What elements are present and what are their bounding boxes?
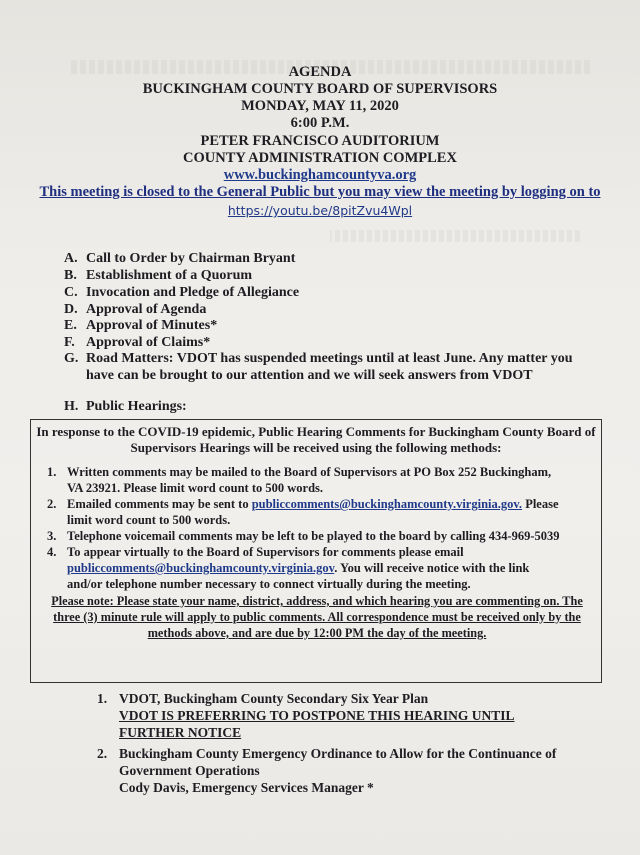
board-name: BUCKINGHAM COUNTY BOARD OF SUPERVISORS <box>142 81 498 97</box>
agenda-item: C. Invocation and Pledge of Allegiance <box>64 285 300 300</box>
agenda-item: E. Approval of Minutes* <box>64 318 218 333</box>
comment-method-virtual: 4. To appear virtually to the Board of Supervisors for comments please email publiccomments@buckinghamcounty.virginia.gov. You will receive notice with the link and/or telephone number necessary to connect virtually during the meeting. <box>47 545 530 591</box>
agenda-item: B. Establishment of a Quorum <box>64 268 253 283</box>
comment-method-voicemail: 3. Telephone voicemail comments may be left to be played to the board by calling 434-969-5039 <box>47 529 560 543</box>
agenda-item: A. Call to Order by Chairman Bryant <box>64 251 296 266</box>
agenda-title: AGENDA <box>288 64 352 80</box>
county-website-link[interactable]: www.buckinghamcountyva.org <box>223 167 417 183</box>
hearing-item-vdot: 1. VDOT, Buckingham County Secondary Six Year Plan VDOT IS PREFERRING TO POSTPONE THIS HEARING UNTIL FURTHER NOTICE <box>97 691 515 740</box>
virtual-email-link[interactable]: publiccomments@buckinghamcounty.virginia.gov <box>67 561 335 575</box>
stream-link[interactable]: https://youtu.be/8pitZvu4Wpl <box>227 203 413 218</box>
comment-method-mail: 1. Written comments may be mailed to the Board of Supervisors at PO Box 252 Buckingham, VA 23921. Please limit word count to 500 words. <box>47 465 552 495</box>
agenda-item: D. Approval of Agenda <box>64 302 207 317</box>
meeting-time: 6:00 P.M. <box>290 115 350 131</box>
please-note: Please note: Please state your name, district, address, and which hearing you are commenting on. The three (3) minute rule will apply to public comments. All correspondence must be received only by the methods above, and are due by 12:00 PM the day of the meeting. <box>51 594 583 640</box>
hearing-item-emergency-ordinance: 2. Buckingham County Emergency Ordinance to Allow for the Continuance of Government Operations Cody Davis, Emergency Services Manager * <box>97 746 557 795</box>
public-hearings-heading: H. Public Hearings: <box>64 399 187 414</box>
comment-email-link[interactable]: publiccomments@buckinghamcounty.virginia.gov. <box>251 497 523 511</box>
postpone-notice: VDOT IS PREFERRING TO POSTPONE THIS HEARING UNTIL <box>119 708 515 723</box>
meeting-complex: COUNTY ADMINISTRATION COMPLEX <box>183 150 457 166</box>
agenda-item-road-matters: G. Road Matters: VDOT has suspended meetings until at least June. Any matter you <box>64 351 573 366</box>
public-comment-notice-box <box>30 419 602 683</box>
agenda-item: F. Approval of Claims* <box>64 335 211 350</box>
closed-meeting-notice: This meeting is closed to the General Public but you may view the meeting by logging on to <box>39 184 601 200</box>
agenda-item-road-matters-cont: have can be brought to our attention and we will seek answers from VDOT <box>86 368 533 383</box>
reverse-side-bleed <box>330 230 580 242</box>
hearing-presenter: Cody Davis, Emergency Services Manager * <box>119 780 374 795</box>
comment-method-email: 2. Emailed comments may be sent to publiccomments@buckinghamcounty.virginia.gov. Please limit word count to 500 words. <box>47 497 559 527</box>
meeting-venue: PETER FRANCISCO AUDITORIUM <box>200 133 440 149</box>
notice-intro: In response to the COVID-19 epidemic, Public Hearing Comments for Buckingham County Board of Supervisors Hearings will be received using the following methods: <box>36 424 596 455</box>
meeting-date: MONDAY, MAY 11, 2020 <box>241 98 399 114</box>
